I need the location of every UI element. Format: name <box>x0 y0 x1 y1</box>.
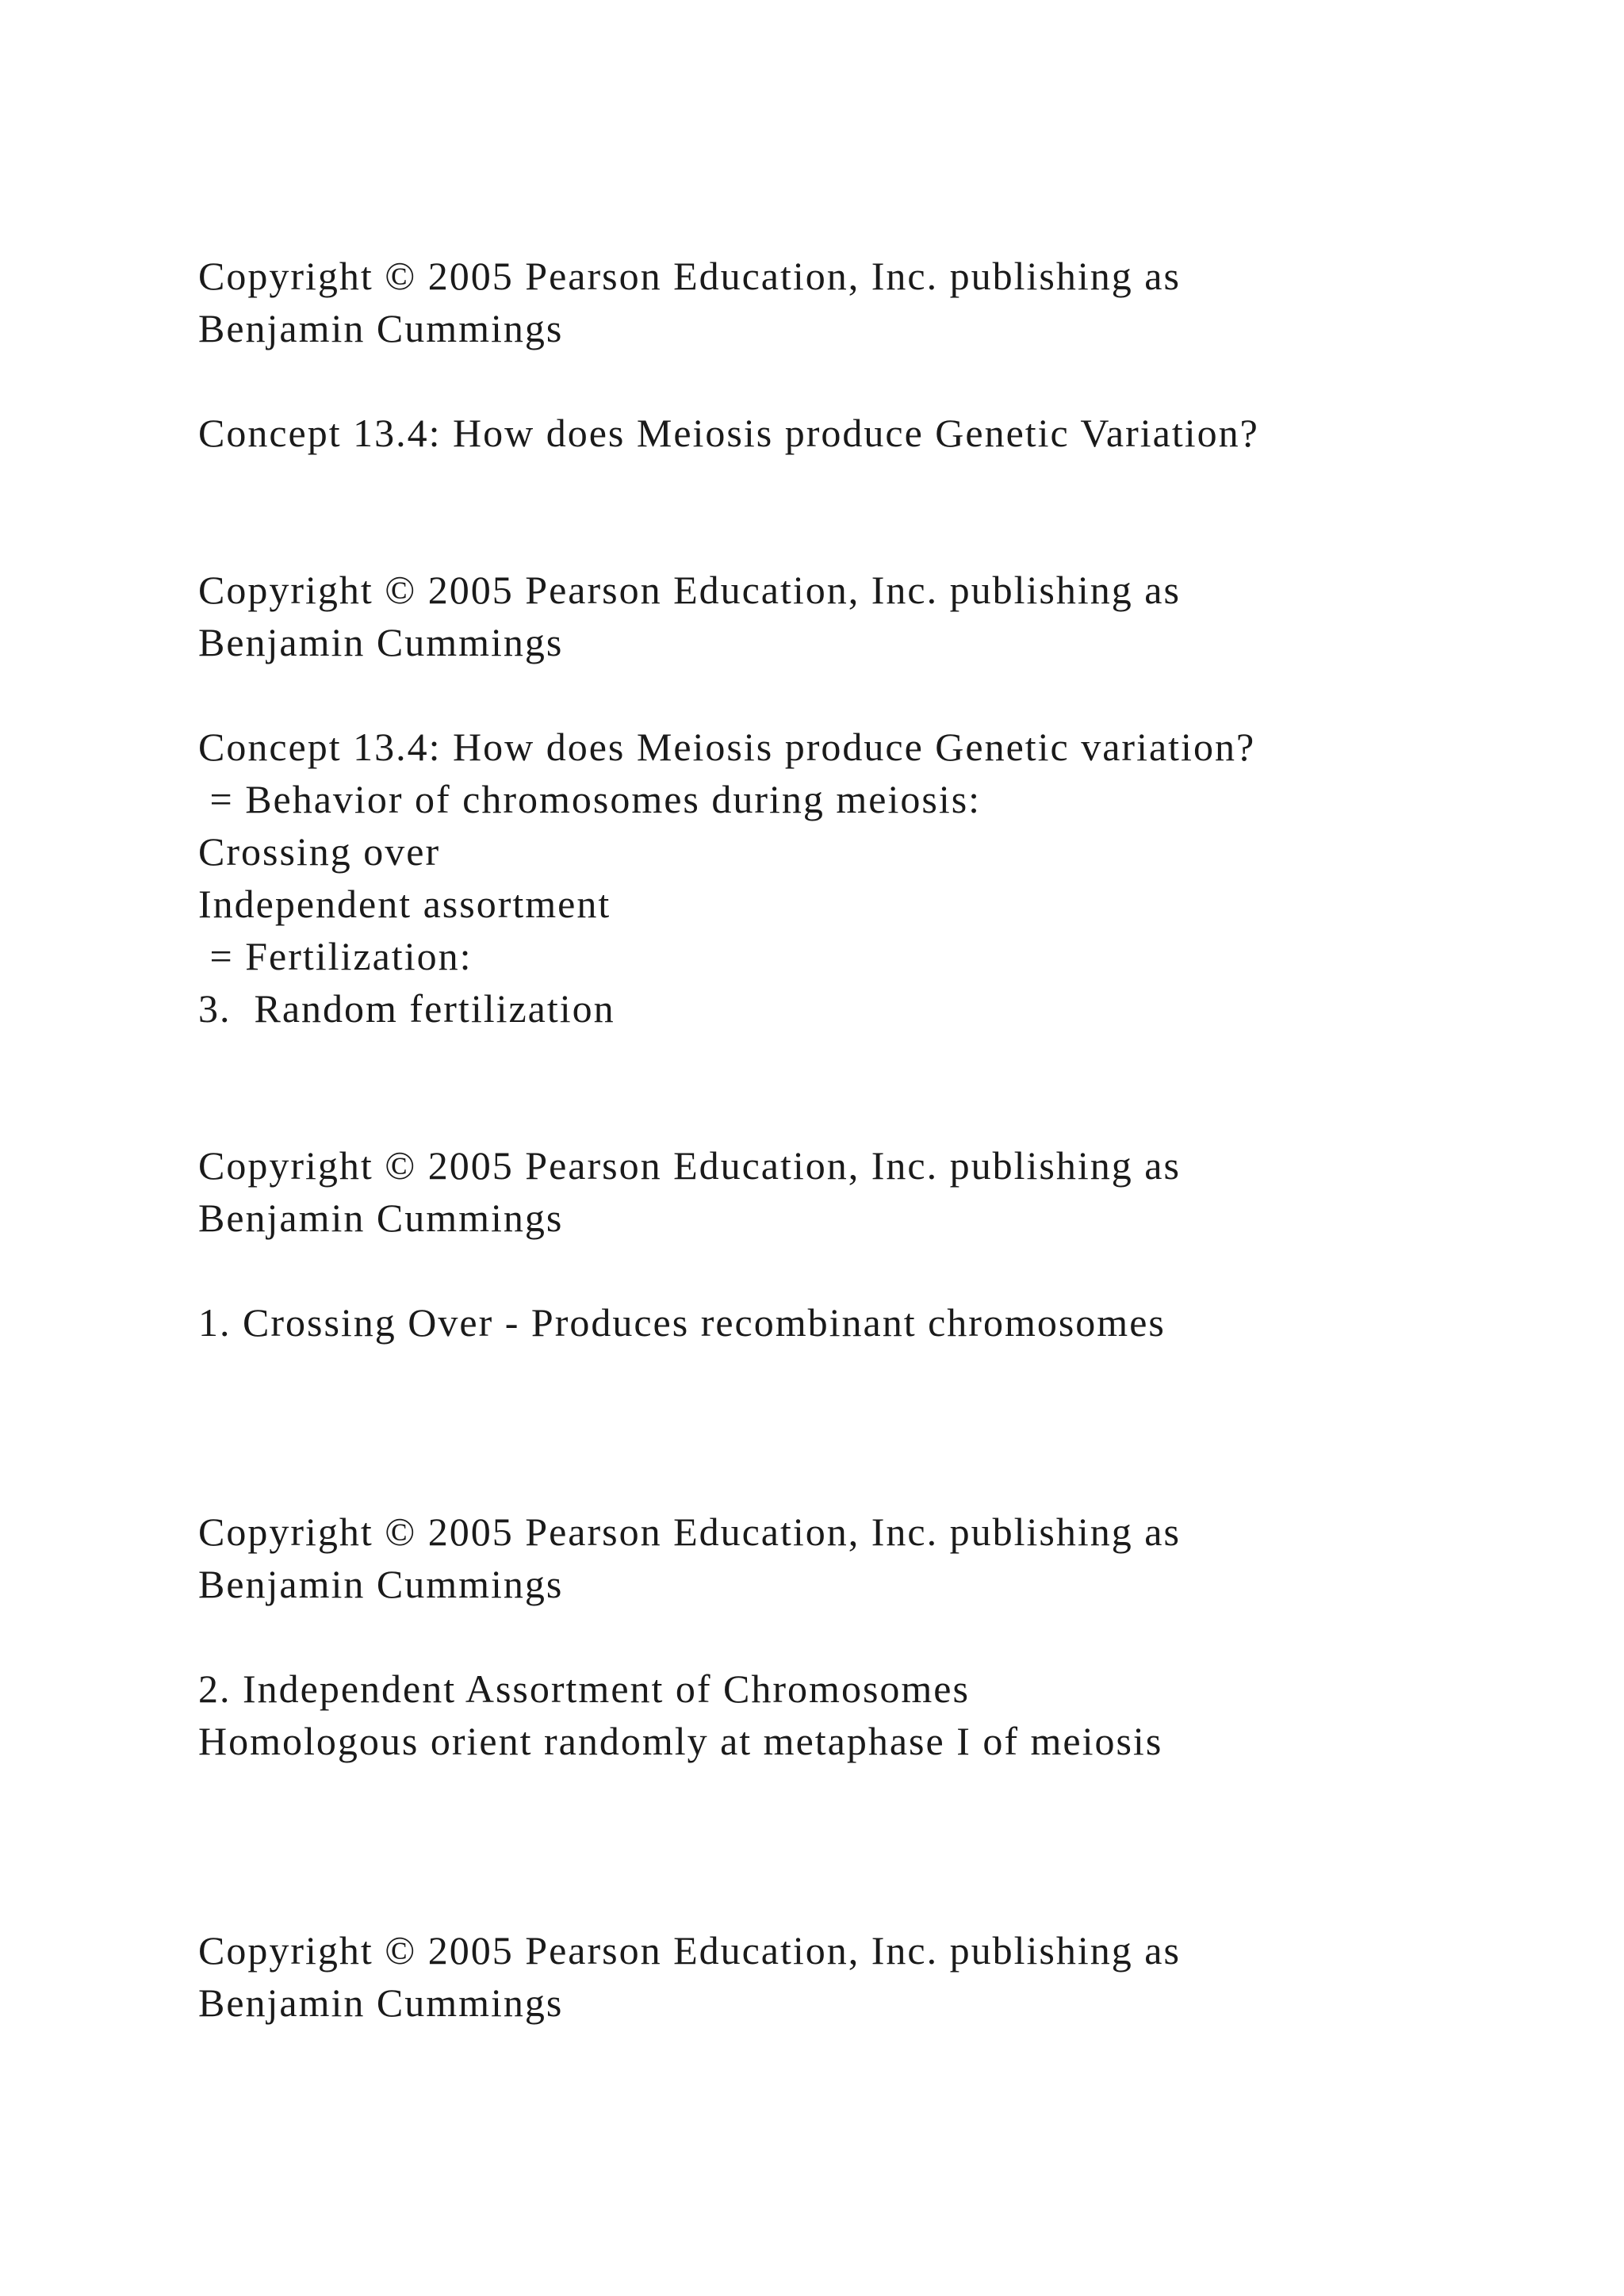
copyright-publisher: Benjamin Cummings <box>198 620 564 664</box>
copyright-publisher: Benjamin Cummings <box>198 1980 564 2025</box>
body-line: Homologous orient randomly at metaphase I of meiosis <box>198 1719 1163 1763</box>
body-line: 3. Random fertilization <box>198 986 615 1031</box>
body-line: Crossing over <box>198 829 441 874</box>
copyright-line: Copyright © 2005 Pearson Education, Inc. publishing as <box>198 1928 1181 1973</box>
body-line: = Fertilization: <box>198 934 473 978</box>
concept-heading: Concept 13.4: How does Meiosis produce Genetic variation? <box>198 725 1256 769</box>
concept-heading: 1. Crossing Over - Produces recombinant chromosomes <box>198 1300 1166 1345</box>
copyright-line: Copyright © 2005 Pearson Education, Inc. publishing as <box>198 568 1181 612</box>
body-line: = Behavior of chromosomes during meiosis: <box>198 777 982 821</box>
body-line: Independent assortment <box>198 882 611 926</box>
concept-heading: Concept 13.4: How does Meiosis produce Genetic Variation? <box>198 411 1259 455</box>
concept-heading: 2. Independent Assortment of Chromosomes <box>198 1667 970 1711</box>
copyright-publisher: Benjamin Cummings <box>198 306 564 350</box>
copyright-line: Copyright © 2005 Pearson Education, Inc. publishing as <box>198 254 1181 298</box>
copyright-line: Copyright © 2005 Pearson Education, Inc. publishing as <box>198 1510 1181 1554</box>
copyright-line: Copyright © 2005 Pearson Education, Inc. publishing as <box>198 1143 1181 1188</box>
copyright-publisher: Benjamin Cummings <box>198 1562 564 1606</box>
copyright-publisher: Benjamin Cummings <box>198 1196 564 1240</box>
